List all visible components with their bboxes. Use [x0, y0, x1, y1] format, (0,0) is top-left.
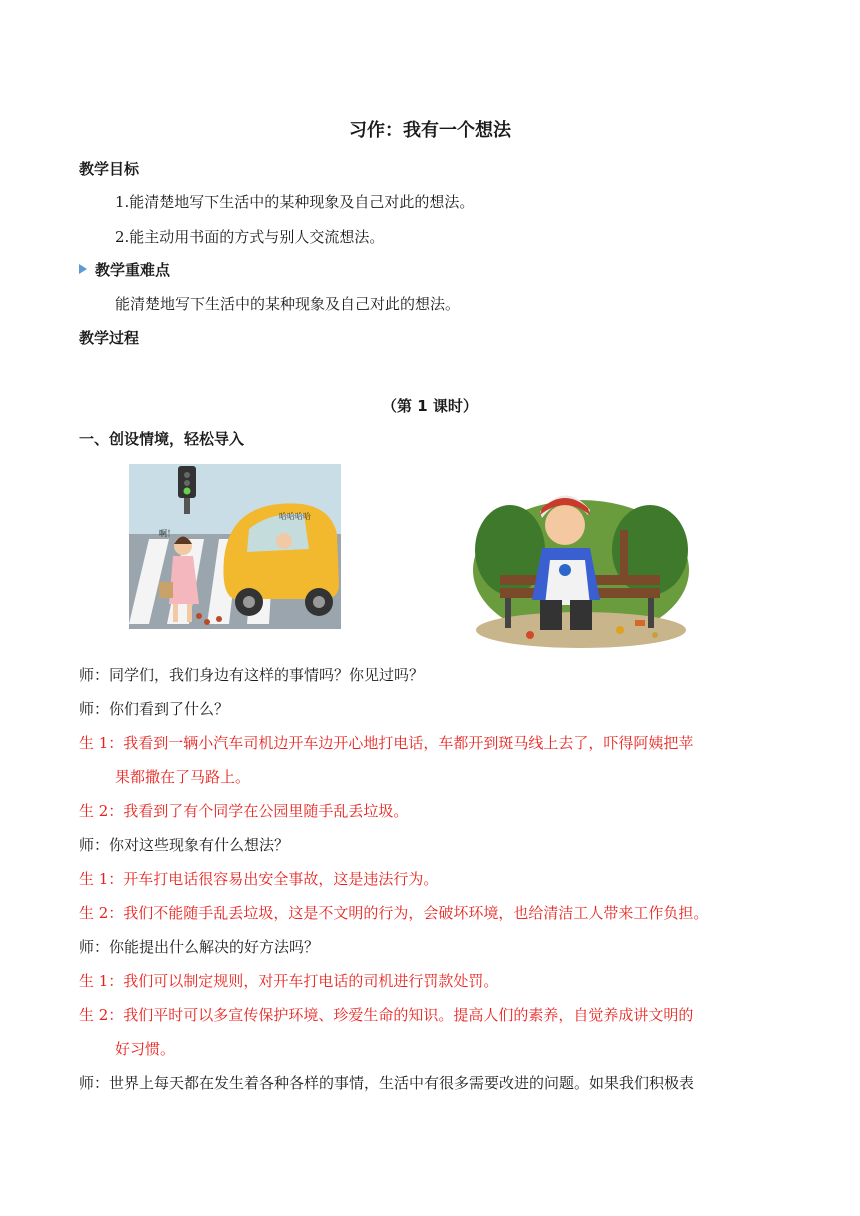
dialogue-line: 生 1：我们可以制定规则，对开车打电话的司机进行罚款处罚。	[79, 972, 499, 990]
dialogue-line: 师：同学们，我们身边有这样的事情吗？你见过吗？	[79, 666, 425, 684]
crosswalk-illustration	[129, 464, 341, 629]
dialogue-line: 生 2：我看到了有个同学在公园里随手乱丢垃圾。	[79, 802, 409, 820]
page-title: 习作：我有一个想法	[349, 120, 511, 141]
lesson-label: （第 1 课时）	[382, 397, 478, 415]
goal-item: 1.能清楚地写下生活中的某种现象及自己对此的想法。	[115, 193, 475, 211]
goal-item: 2.能主动用书面的方式与别人交流想法。	[115, 228, 385, 246]
shout-text: 啊！	[159, 529, 175, 538]
dialogue-line: 果都撒在了马路上。	[115, 768, 251, 786]
goals-heading: 教学目标	[79, 160, 140, 178]
process-heading: 教学过程	[79, 329, 140, 347]
dialogue-line: 师：你们看到了什么？	[79, 700, 230, 718]
littering-illustration	[470, 470, 692, 650]
dialogue-line: 生 2：我们不能随手乱丢垃圾，这是不文明的行为，会破坏环境，也给清洁工人带来工作负担。	[79, 904, 709, 922]
key-points-text: 能清楚地写下生活中的某种现象及自己对此的想法。	[115, 295, 461, 313]
triangle-bullet-icon	[79, 264, 87, 274]
dialogue-line: 生 1：我看到一辆小汽车司机边开车边开心地打电话，车都开到斑马线上去了，吓得阿姨把苹	[79, 734, 694, 752]
part1-heading: 一、创设情境，轻松导入	[79, 430, 245, 448]
dialogue-line: 生 1：开车打电话很容易出安全事故，这是违法行为。	[79, 870, 439, 888]
key-points-heading: 教学重难点	[95, 261, 171, 279]
dialogue-line: 师：世界上每天都在发生着各种各样的事情，生活中有很多需要改进的问题。如果我们积极表	[79, 1074, 695, 1092]
dialogue-line: 师：你能提出什么解决的好方法吗？	[79, 938, 320, 956]
dialogue-line: 师：你对这些现象有什么想法？	[79, 836, 290, 854]
car-text: 哈哈哈哈	[279, 512, 311, 521]
dialogue-line: 好习惯。	[115, 1040, 176, 1058]
dialogue-line: 生 2：我们平时可以多宣传保护环境、珍爱生命的知识。提高人们的素养，自觉养成讲文明的	[79, 1006, 694, 1024]
